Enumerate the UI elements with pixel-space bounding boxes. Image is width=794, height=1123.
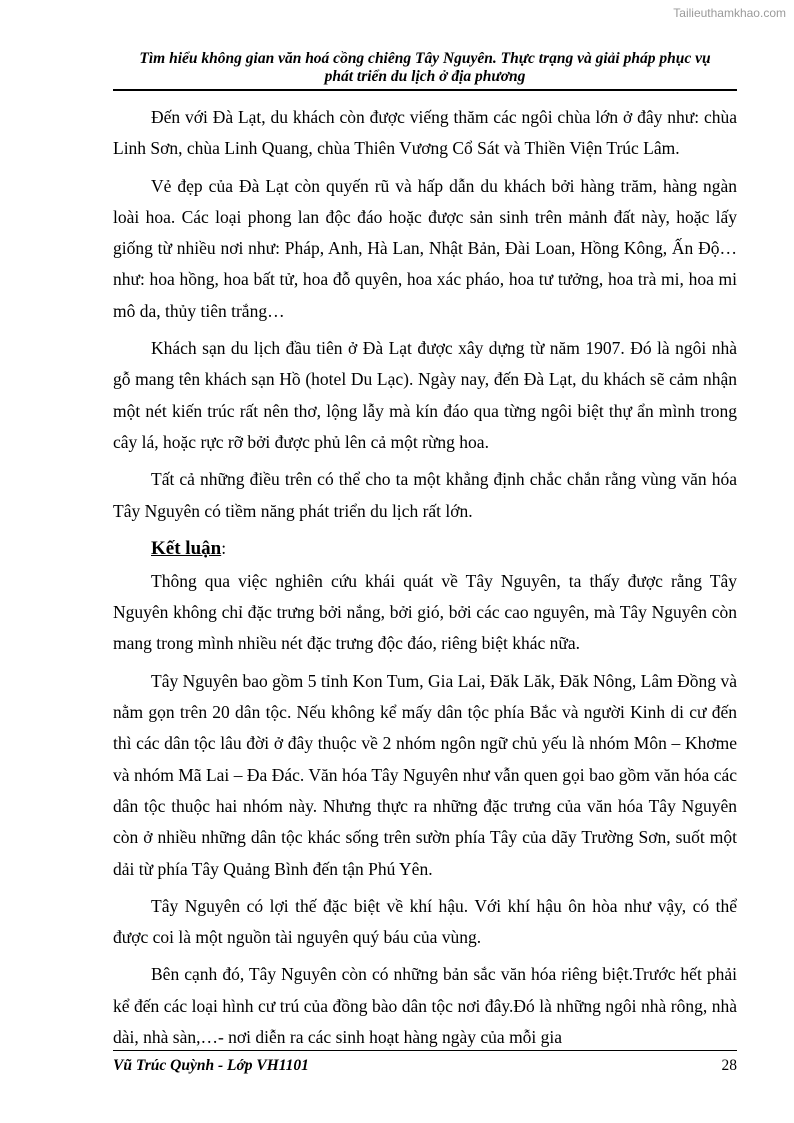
section-heading	[151, 533, 737, 564]
page-header	[113, 50, 737, 86]
paragraph: Bên cạnh đó, Tây Nguyên còn có những bản sắc văn hóa riêng biệt.Trước hết phải kể đến các loại hình cư trú của đồng bào dân tộc nơi đây.Đó là những ngôi nhà rông, nhà dài, nhà sàn,…- nơi diễn ra các sinh hoạt hàng ngày của mỗi gia	[113, 964, 737, 1048]
paragraph: Vẻ đẹp của Đà Lạt còn quyến rũ và hấp dẫn du khách bởi hàng trăm, hàng ngàn loài hoa. Các loại phong lan độc đáo hoặc được sản sinh trên mảnh đất này, hoặc lấy giống từ nhiều nơi như: Pháp, Anh, Hà Lan, Nhật Bản, Đài Loan, Hồng Kông, Ấn Độ… như: hoa hồng, hoa bất tử, hoa đỗ quyên, hoa xác pháo, hoa tư tưởng, hoa trà mi, hoa mi mô da, thủy tiên trắng…	[113, 175, 737, 321]
footer-rule	[113, 1050, 737, 1051]
footer-author: Vũ Trúc Quỳnh - Lớp VH1101	[113, 1057, 309, 1074]
page-footer	[113, 1057, 737, 1075]
paragraph: Tây Nguyên có lợi thế đặc biệt về khí hậu. Với khí hậu ôn hòa như vậy, có thể được coi là một nguồn tài nguyên quý báu của vùng.	[113, 895, 737, 948]
header-rule	[113, 89, 737, 91]
paragraph: Khách sạn du lịch đầu tiên ở Đà Lạt được xây dựng từ năm 1907. Đó là ngôi nhà gỗ mang tên khách sạn Hồ (hotel Du Lạc). Ngày nay, đến Đà Lạt, du khách sẽ cảm nhận một nét kiến trúc rất nên thơ, lộng lẫy mà kín đáo qua từng ngôi biệt thự ẩn mình trong cây lá, hoặc rực rỡ bởi được phủ lên cả một rừng hoa.	[113, 338, 737, 452]
header-title-line-2: phát triển du lịch ở địa phương	[324, 68, 526, 85]
paragraph: Tây Nguyên bao gồm 5 tỉnh Kon Tum, Gia Lai, Đăk Lăk, Đăk Nông, Lâm Đồng và nằm gọn trên 20 dân tộc. Nếu không kể mấy dân tộc phía Bắc và người Kinh di cư đến thì các dân tộc lâu đời ở đây thuộc về 2 nhóm ngôn ngữ chủ yếu là nhóm Môn – Khơme và nhóm Mã Lai – Đa Đác. Văn hóa Tây Nguyên như vẫn quen gọi bao gồm văn hóa các dân tộc thuộc hai nhóm này. Nhưng thực ra những đặc trưng của văn hóa Tây Nguyên còn ở nhiều những dân tộc khác sống trên sườn phía Tây của dãy Trường Sơn, suốt một dải từ phía Tây Quảng Bình đến tận Phú Yên.	[113, 670, 737, 879]
paragraph: Thông qua việc nghiên cứu khái quát về Tây Nguyên, ta thấy được rằng Tây Nguyên không chỉ đặc trưng bởi nắng, bởi gió, bởi các cao nguyên, mà Tây Nguyên còn mang trong mình nhiều nét đặc trưng độc đáo, riêng biệt khác nữa.	[113, 570, 737, 654]
section-heading-colon: :	[221, 537, 227, 558]
paragraph: Đến với Đà Lạt, du khách còn được viếng thăm các ngôi chùa lớn ở đây như: chùa Linh Sơn, chùa Linh Quang, chùa Thiên Vương Cổ Sát và Thiền Viện Trúc Lâm.	[113, 107, 737, 159]
watermark: Tailieuthamkhao.com	[673, 6, 786, 20]
document-body	[113, 102, 737, 1059]
section-heading-text: Kết luận	[151, 537, 222, 559]
paragraph: Tất cả những điều trên có thể cho ta một khẳng định chắc chắn rằng vùng văn hóa Tây Nguyên có tiềm năng phát triển du lịch rất lớn.	[113, 469, 737, 521]
page-number: 28	[721, 1057, 737, 1074]
header-title-line-1: Tìm hiểu không gian văn hoá cồng chiêng Tây Nguyên. Thực trạng và giải pháp phục vụ	[139, 50, 711, 67]
